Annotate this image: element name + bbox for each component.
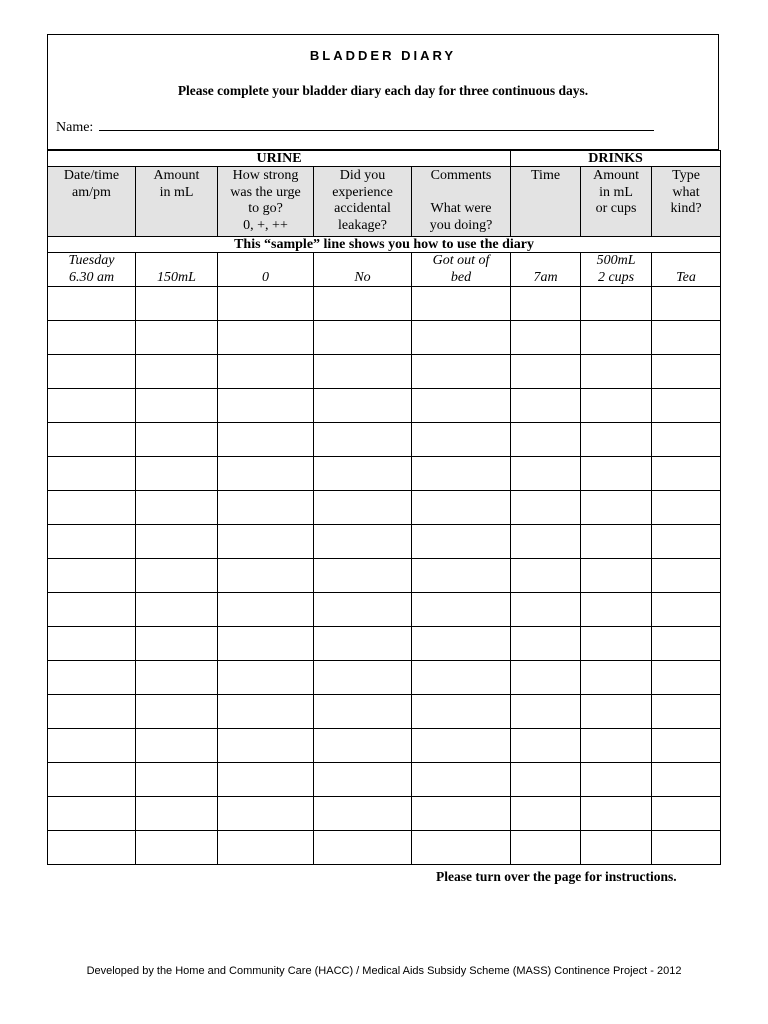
sample-drink-amount: 500mL 2 cups (581, 253, 652, 287)
sample-date-time: Tuesday 6.30 am (48, 253, 136, 287)
entry-cell-urine-amount[interactable] (136, 729, 218, 763)
entry-cell-urge-strength[interactable] (218, 831, 314, 865)
entry-cell-drink-time[interactable] (511, 491, 581, 525)
diary-table (47, 150, 721, 865)
entry-cell-drink-type[interactable] (652, 355, 721, 389)
entry-cell-date-time[interactable] (48, 389, 136, 423)
entry-cell-urine-amount[interactable] (136, 389, 218, 423)
entry-cell-urge-strength[interactable] (218, 559, 314, 593)
name-field[interactable] (99, 117, 654, 131)
entry-cell-drink-time[interactable] (511, 797, 581, 831)
entry-cell-comments[interactable] (412, 559, 511, 593)
entry-cell-urine-amount[interactable] (136, 559, 218, 593)
entry-cell-drink-time[interactable] (511, 593, 581, 627)
entry-cell-leakage[interactable] (314, 287, 412, 321)
diary-entry-row (48, 491, 721, 525)
entry-cell-drink-amount[interactable] (581, 423, 652, 457)
entry-cell-urine-amount[interactable] (136, 593, 218, 627)
column-header-drink-amount: Amount in mL or cups (581, 167, 652, 237)
entry-cell-drink-type[interactable] (652, 695, 721, 729)
entry-cell-leakage[interactable] (314, 695, 412, 729)
entry-cell-drink-time[interactable] (511, 525, 581, 559)
entry-cell-leakage[interactable] (314, 797, 412, 831)
entry-cell-drink-amount[interactable] (581, 627, 652, 661)
entry-cell-date-time[interactable] (48, 593, 136, 627)
entry-cell-drink-time[interactable] (511, 695, 581, 729)
diary-entry-row (48, 627, 721, 661)
entry-cell-comments[interactable] (412, 355, 511, 389)
entry-cell-urine-amount[interactable] (136, 491, 218, 525)
entry-cell-drink-time[interactable] (511, 355, 581, 389)
entry-cell-urge-strength[interactable] (218, 525, 314, 559)
entry-cell-urine-amount[interactable] (136, 287, 218, 321)
entry-cell-urine-amount[interactable] (136, 355, 218, 389)
entry-cell-date-time[interactable] (48, 695, 136, 729)
entry-cell-comments[interactable] (412, 491, 511, 525)
column-header-leakage: Did you experience accidental leakage? (314, 167, 412, 237)
diary-header-box (47, 34, 719, 150)
entry-cell-drink-type[interactable] (652, 457, 721, 491)
entry-cell-urge-strength[interactable] (218, 593, 314, 627)
entry-cell-drink-amount[interactable] (581, 729, 652, 763)
column-header-urge-strength: How strong was the urge to go? 0, +, ++ (218, 167, 314, 237)
entry-cell-comments[interactable] (412, 321, 511, 355)
entry-cell-drink-amount[interactable] (581, 797, 652, 831)
entry-cell-drink-type[interactable] (652, 287, 721, 321)
entry-cell-leakage[interactable] (314, 831, 412, 865)
entry-cell-leakage[interactable] (314, 389, 412, 423)
entry-cell-comments[interactable] (412, 831, 511, 865)
entry-cell-urine-amount[interactable] (136, 695, 218, 729)
entry-cell-drink-amount[interactable] (581, 559, 652, 593)
entry-cell-urine-amount[interactable] (136, 797, 218, 831)
entry-cell-comments[interactable] (412, 457, 511, 491)
entry-cell-leakage[interactable] (314, 627, 412, 661)
entry-cell-drink-time[interactable] (511, 729, 581, 763)
turn-over-note: Please turn over the page for instructions. (436, 869, 677, 884)
diary-entry-row (48, 695, 721, 729)
drinks-group-header: DRINKS (511, 151, 721, 167)
diary-entry-row (48, 559, 721, 593)
entry-cell-drink-amount[interactable] (581, 593, 652, 627)
entry-cell-drink-amount[interactable] (581, 321, 652, 355)
entry-cell-urge-strength[interactable] (218, 797, 314, 831)
entry-cell-urge-strength[interactable] (218, 389, 314, 423)
sample-leakage: No (314, 253, 412, 287)
entry-cell-leakage[interactable] (314, 661, 412, 695)
entry-cell-comments[interactable] (412, 627, 511, 661)
entry-cell-date-time[interactable] (48, 627, 136, 661)
entry-cell-urge-strength[interactable] (218, 321, 314, 355)
diary-entry-row (48, 457, 721, 491)
entry-cell-drink-amount[interactable] (581, 389, 652, 423)
entry-cell-drink-time[interactable] (511, 389, 581, 423)
sample-caption: This “sample” line shows you how to use the diary (48, 237, 721, 253)
entry-cell-drink-amount[interactable] (581, 763, 652, 797)
entry-cell-comments[interactable] (412, 423, 511, 457)
entry-cell-date-time[interactable] (48, 423, 136, 457)
entry-cell-date-time[interactable] (48, 355, 136, 389)
entry-cell-date-time[interactable] (48, 729, 136, 763)
entry-cell-leakage[interactable] (314, 763, 412, 797)
entry-cell-date-time[interactable] (48, 287, 136, 321)
entry-cell-drink-type[interactable] (652, 321, 721, 355)
entry-cell-date-time[interactable] (48, 491, 136, 525)
entry-cell-leakage[interactable] (314, 729, 412, 763)
entry-cell-urge-strength[interactable] (218, 423, 314, 457)
entry-cell-leakage[interactable] (314, 593, 412, 627)
entry-cell-leakage[interactable] (314, 321, 412, 355)
entry-cell-drink-type[interactable] (652, 763, 721, 797)
diary-entry-row (48, 831, 721, 865)
entry-cell-comments[interactable] (412, 695, 511, 729)
entry-cell-date-time[interactable] (48, 661, 136, 695)
entry-cell-drink-time[interactable] (511, 763, 581, 797)
entry-cell-drink-amount[interactable] (581, 355, 652, 389)
entry-cell-leakage[interactable] (314, 525, 412, 559)
entry-cell-drink-type[interactable] (652, 423, 721, 457)
entry-cell-urine-amount[interactable] (136, 525, 218, 559)
entry-cell-urge-strength[interactable] (218, 729, 314, 763)
entry-cell-leakage[interactable] (314, 559, 412, 593)
entry-cell-drink-type[interactable] (652, 491, 721, 525)
entry-cell-drink-amount[interactable] (581, 457, 652, 491)
entry-cell-drink-type[interactable] (652, 559, 721, 593)
diary-entry-row (48, 763, 721, 797)
entry-cell-drink-type[interactable] (652, 627, 721, 661)
entry-cell-urge-strength[interactable] (218, 287, 314, 321)
entry-cell-urge-strength[interactable] (218, 355, 314, 389)
diary-entry-row (48, 423, 721, 457)
entry-cell-drink-time[interactable] (511, 627, 581, 661)
page-title: BLADDER DIARY (309, 48, 457, 63)
entry-cell-drink-type[interactable] (652, 389, 721, 423)
entry-cell-date-time[interactable] (48, 831, 136, 865)
entry-cell-urge-strength[interactable] (218, 627, 314, 661)
entry-cell-drink-amount[interactable] (581, 491, 652, 525)
name-label: Name: (56, 120, 94, 135)
entry-cell-drink-amount[interactable] (581, 661, 652, 695)
sample-urine-amount: 150mL (136, 253, 218, 287)
entry-cell-drink-type[interactable] (652, 831, 721, 865)
entry-cell-urine-amount[interactable] (136, 457, 218, 491)
entry-cell-urine-amount[interactable] (136, 661, 218, 695)
entry-cell-drink-amount[interactable] (581, 695, 652, 729)
sample-urge-strength: 0 (218, 253, 314, 287)
entry-cell-comments[interactable] (412, 287, 511, 321)
entry-cell-urine-amount[interactable] (136, 321, 218, 355)
entry-cell-drink-time[interactable] (511, 287, 581, 321)
entry-cell-date-time[interactable] (48, 763, 136, 797)
entry-cell-comments[interactable] (412, 389, 511, 423)
column-header-date-time: Date/time am/pm (48, 167, 136, 237)
entry-cell-comments[interactable] (412, 729, 511, 763)
sample-comments: Got out of bed (412, 253, 511, 287)
entry-cell-date-time[interactable] (48, 525, 136, 559)
entry-cell-urine-amount[interactable] (136, 763, 218, 797)
entry-cell-urge-strength[interactable] (218, 661, 314, 695)
entry-cell-drink-time[interactable] (511, 457, 581, 491)
entry-cell-drink-time[interactable] (511, 831, 581, 865)
entry-cell-drink-time[interactable] (511, 661, 581, 695)
instruction-text: Please complete your bladder diary each day for three continuous days. (177, 83, 589, 98)
diary-entry-row (48, 389, 721, 423)
entry-cell-drink-type[interactable] (652, 593, 721, 627)
diary-entry-row (48, 797, 721, 831)
entry-cell-date-time[interactable] (48, 457, 136, 491)
entry-cell-comments[interactable] (412, 763, 511, 797)
entry-cell-urine-amount[interactable] (136, 627, 218, 661)
diary-entry-row (48, 661, 721, 695)
entry-cell-drink-type[interactable] (652, 797, 721, 831)
sample-drink-type: Tea (652, 253, 721, 287)
diary-entry-row (48, 525, 721, 559)
diary-entry-row (48, 287, 721, 321)
column-header-urine-amount: Amount in mL (136, 167, 218, 237)
entry-cell-comments[interactable] (412, 797, 511, 831)
entry-cell-urge-strength[interactable] (218, 457, 314, 491)
entry-cell-drink-amount[interactable] (581, 525, 652, 559)
diary-entry-row (48, 321, 721, 355)
entry-cell-urge-strength[interactable] (218, 763, 314, 797)
name-row (56, 117, 654, 136)
entry-cell-date-time[interactable] (48, 321, 136, 355)
entry-cell-urge-strength[interactable] (218, 491, 314, 525)
entry-cell-urine-amount[interactable] (136, 831, 218, 865)
entry-cell-urge-strength[interactable] (218, 695, 314, 729)
entry-cell-date-time[interactable] (48, 559, 136, 593)
column-header-drink-type: Type what kind? (652, 167, 721, 237)
entry-cell-drink-time[interactable] (511, 423, 581, 457)
entry-cell-comments[interactable] (412, 593, 511, 627)
entry-cell-leakage[interactable] (314, 457, 412, 491)
entry-cell-leakage[interactable] (314, 491, 412, 525)
entry-cell-drink-type[interactable] (652, 661, 721, 695)
diary-entry-row (48, 729, 721, 763)
sample-drink-time: 7am (511, 253, 581, 287)
diary-entry-row (48, 593, 721, 627)
entry-cell-drink-time[interactable] (511, 321, 581, 355)
urine-group-header: URINE (48, 151, 511, 167)
entry-cell-urine-amount[interactable] (136, 423, 218, 457)
entry-cell-drink-type[interactable] (652, 525, 721, 559)
footer-credit: Developed by the Home and Community Care (HACC) / Medical Aids Subsidy Scheme (MASS) Continence Project - 2012 (86, 965, 682, 977)
entry-cell-date-time[interactable] (48, 797, 136, 831)
entry-cell-drink-type[interactable] (652, 729, 721, 763)
entry-cell-drink-amount[interactable] (581, 287, 652, 321)
entry-cell-comments[interactable] (412, 661, 511, 695)
entry-cell-drink-time[interactable] (511, 559, 581, 593)
column-header-drink-time: Time (511, 167, 581, 237)
entry-cell-leakage[interactable] (314, 423, 412, 457)
column-header-comments: Comments What were you doing? (412, 167, 511, 237)
diary-entry-row (48, 355, 721, 389)
entry-cell-comments[interactable] (412, 525, 511, 559)
sample-row (48, 253, 721, 287)
entry-cell-leakage[interactable] (314, 355, 412, 389)
entry-cell-drink-amount[interactable] (581, 831, 652, 865)
